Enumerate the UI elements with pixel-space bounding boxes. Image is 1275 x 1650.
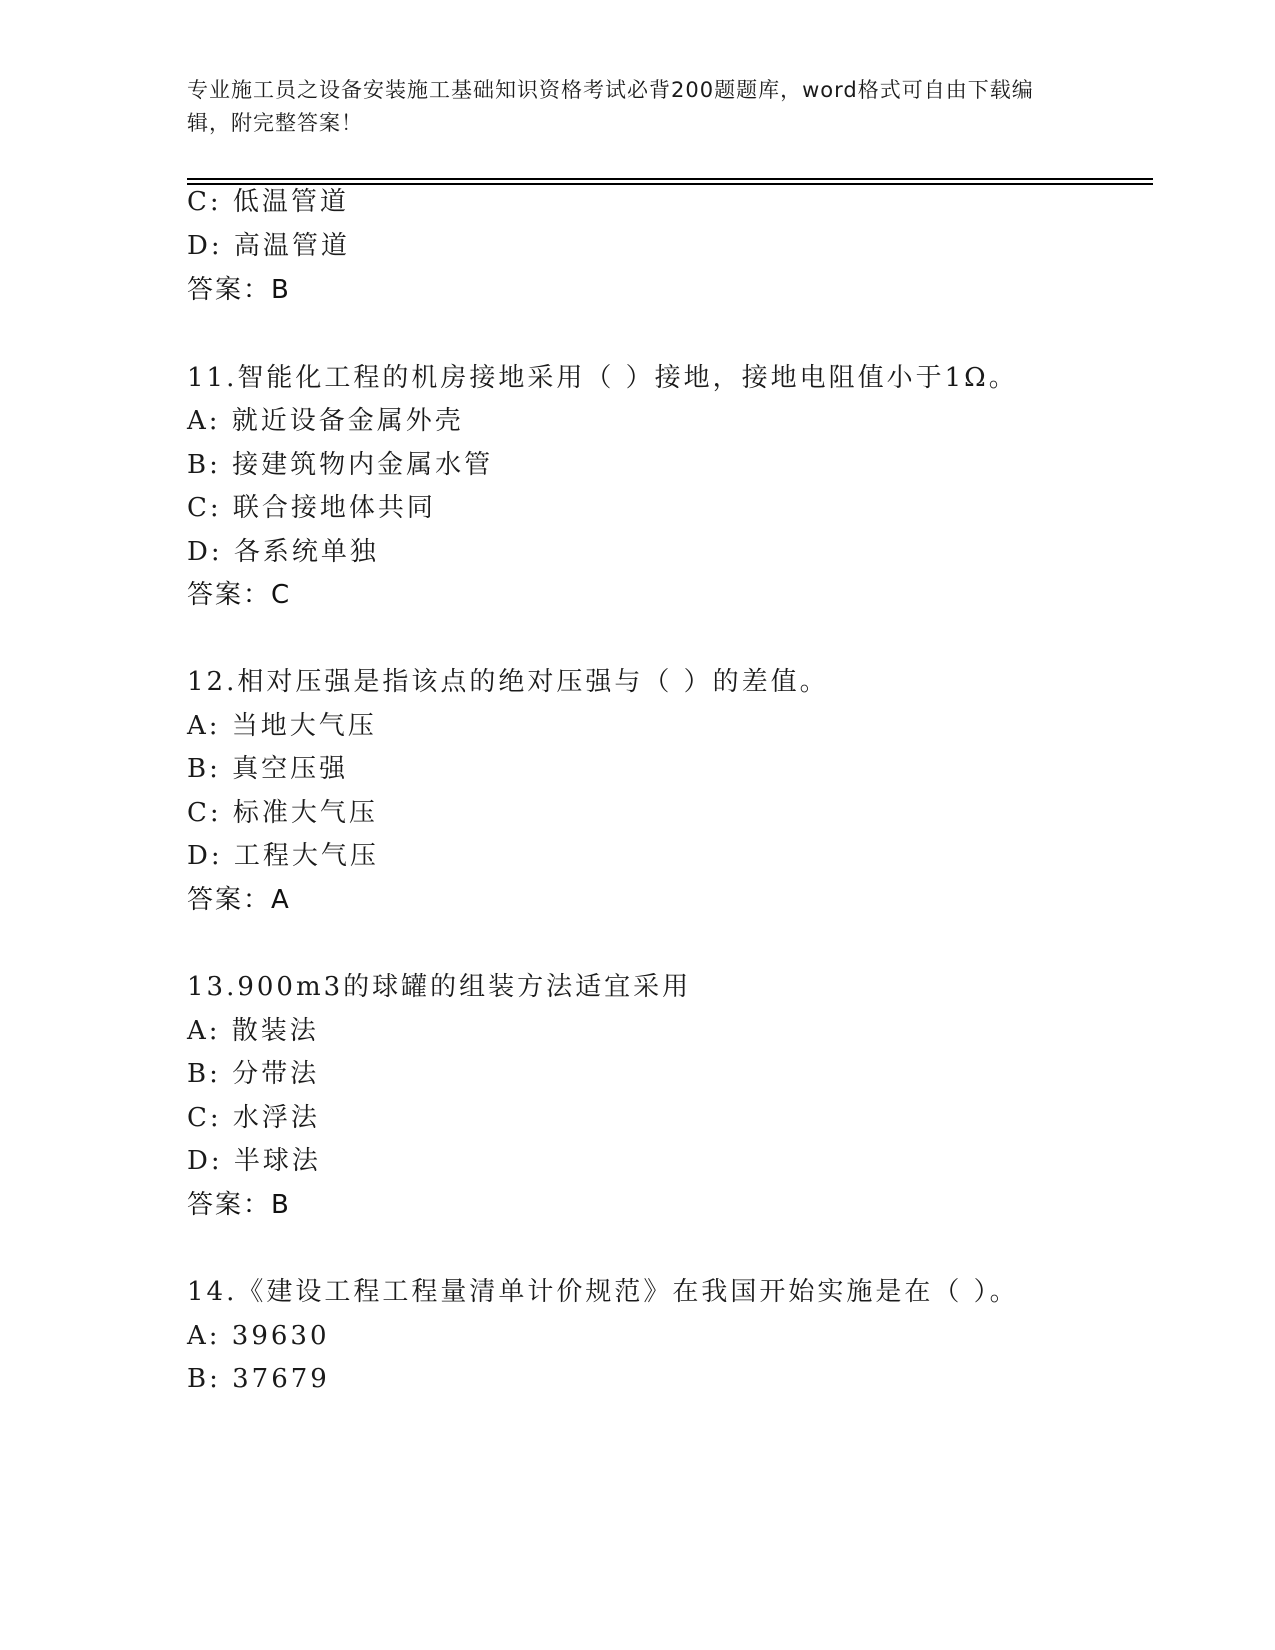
option-c: C: 低温管道 [187, 187, 349, 217]
option-c: C: 联合接地体共同 [187, 493, 436, 523]
question-stem: 12.相对压强是指该点的绝对压强与（ ）的差值。 [187, 667, 829, 697]
option-b: B: 分带法 [187, 1059, 320, 1089]
header-divider-top [187, 178, 1153, 180]
option-d: D: 各系统单独 [187, 537, 379, 567]
answer-line: 答案：B [187, 275, 291, 305]
option-a: A: 当地大气压 [187, 711, 377, 741]
option-a: A: 散装法 [187, 1016, 319, 1046]
option-b: B: 真空压强 [187, 754, 349, 784]
question-stem: 11.智能化工程的机房接地采用（ ）接地，接地电阻值小于1Ω。 [187, 363, 1018, 393]
option-a: A: 就近设备金属外壳 [187, 406, 464, 436]
answer-line: 答案：C [187, 580, 292, 610]
option-c: C: 标准大气压 [187, 798, 378, 828]
option-d: D: 半球法 [187, 1146, 321, 1176]
document-title: 专业施工员之设备安装施工基础知识资格考试必背200题题库，word格式可自由下载编辑，附完整答案！ [187, 78, 1034, 135]
option-d: D: 工程大气压 [187, 841, 379, 871]
option-a: A: 39630 [187, 1321, 330, 1351]
answer-line: 答案：A [187, 885, 291, 915]
option-c: C: 水浮法 [187, 1103, 320, 1133]
option-b: B: 接建筑物内金属水管 [187, 450, 494, 480]
question-stem: 13.900m3的球罐的组装方法适宜采用 [187, 972, 692, 1002]
option-b: B: 37679 [187, 1364, 330, 1394]
question-stem: 14.《建设工程工程量清单计价规范》在我国开始实施是在（ ）。 [187, 1277, 1019, 1307]
answer-line: 答案：B [187, 1190, 291, 1220]
option-d: D: 高温管道 [187, 231, 350, 261]
